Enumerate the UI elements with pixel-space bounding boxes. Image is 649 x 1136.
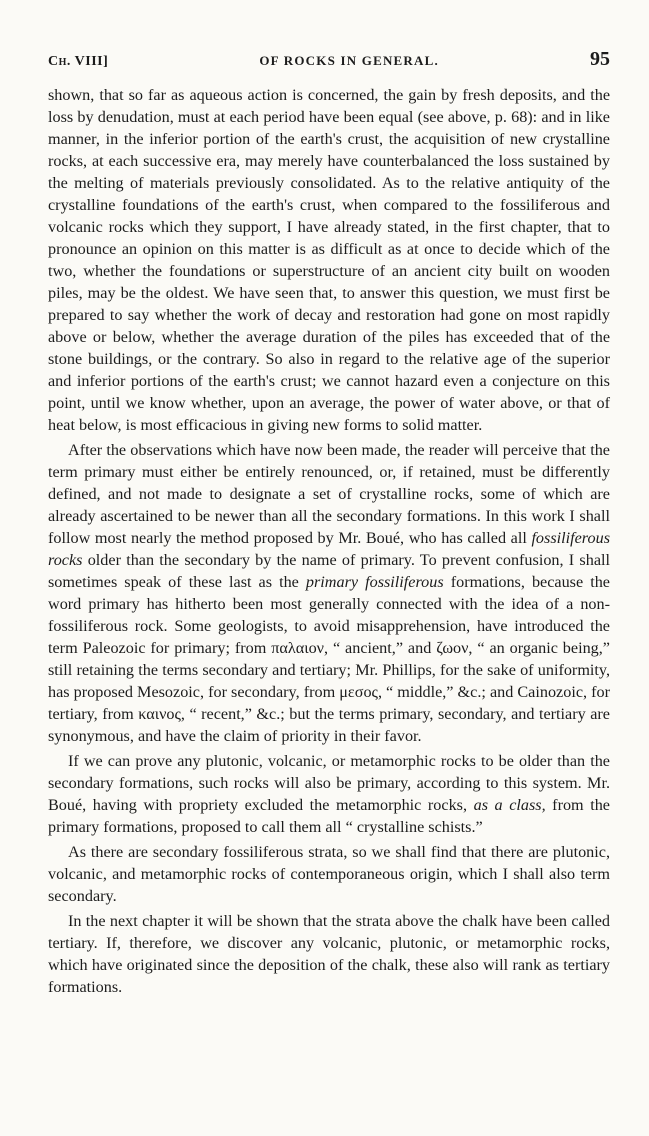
page-number: 95: [590, 48, 610, 70]
italic-phrase: as a class,: [473, 796, 546, 814]
paragraph-2: [48, 439, 610, 747]
paragraph-text: In the next chapter it will be shown that the strata above the chalk have been called tertiary. If, therefore, we discover any volcanic, plutonic, or metamorphic rocks, which have originated since the deposition of the chalk, these also will rank as tertiary formations.: [48, 912, 610, 996]
paragraph-4: [48, 841, 610, 907]
italic-phrase: primary fossiliferous: [305, 573, 444, 591]
chapter-reference: Ch. VIII]: [48, 54, 109, 69]
book-page: [48, 48, 610, 998]
paragraph-text: If we can prove any plutonic, volcanic, or metamorphic rocks to be older than the secondary formations, such rocks will also be primary, according to this system. Mr. Boué, having with propriety excluded the metamorphic rocks,: [48, 752, 610, 814]
paragraph-text: After the observations which have now been made, the reader will perceive that the term primary must either be entirely renounced, or, if retained, must be differently defined, and not made to designate a set of crystalline rocks, some of which are already ascertained to be newer than all the secondary formations. In this work I shall follow most nearly the method proposed by Mr. Boué, who has called all: [48, 441, 610, 547]
paragraph-text: formations, because the word primary has hitherto been most generally connected with the idea of a non-fossiliferous rock. Some geologists, to avoid misapprehension, have introduced the term Paleozoic for primary; from παλαιον, “ ancient,” and ζωον, “ an organic being,” still retaining the terms secondary and tertiary; Mr. Phillips, for the sake of uniformity, has proposed Mesozoic, for secondary, from μεσος, “ middle,” &c.; and Cainozoic, for tertiary, from καινος, “ recent,” &c.; but the terms primary, secondary, and tertiary are synonymous, and have the claim of priority in their favor.: [48, 573, 610, 745]
paragraph-3: [48, 750, 610, 838]
paragraph-text: from the primary formations, proposed to call them all “ crystalline schists.”: [48, 796, 610, 836]
running-title: OF ROCKS IN GENERAL.: [259, 53, 439, 68]
paragraph-text: shown, that so far as aqueous action is concerned, the gain by fresh deposits, and the loss by denudation, must at each period have been equal (see above, p. 68): and in like manner, in the inferior portion of the earth's crust, the acquisition of new crystalline rocks, at each successive era, may merely have counterbalanced the loss sustained by the melting of materials previously consolidated. As to the relative antiquity of the crystalline foundations of the earth's crust, when compared to the fossiliferous and volcanic rocks which they support, I have already stated, in the first chapter, that to pronounce an opinion on this matter is as difficult as at once to decide which of the two, whether the foundations or superstructure of an ancient city built on wooden piles, may be the oldest. We have seen that, to answer this question, we must first be prepared to say whether the work of decay and restoration had gone on most rapidly above or below, whether the average duration of the piles has exceeded that of the stone buildings, or the contrary. So also in regard to the relative age of the superior and inferior portions of the earth's crust; we cannot hazard even a conjecture on this point, until we know whether, upon an average, the power of water above, or that of heat below, is most efficacious in giving new forms to solid matter.: [48, 86, 610, 434]
paragraph-text: As there are secondary fossiliferous strata, so we shall find that there are plutonic, volcanic, and metamorphic rocks of contemporaneous origin, which I shall also term secondary.: [48, 843, 610, 905]
body-text: [48, 84, 610, 998]
paragraph-5: [48, 910, 610, 998]
running-head: [48, 48, 610, 74]
italic-phrase: fossiliferous rocks: [48, 529, 610, 569]
paragraph-1: [48, 84, 610, 436]
paragraph-text: older than the secondary by the name of primary. To prevent confusion, I shall sometimes speak of these last as the: [48, 551, 610, 591]
